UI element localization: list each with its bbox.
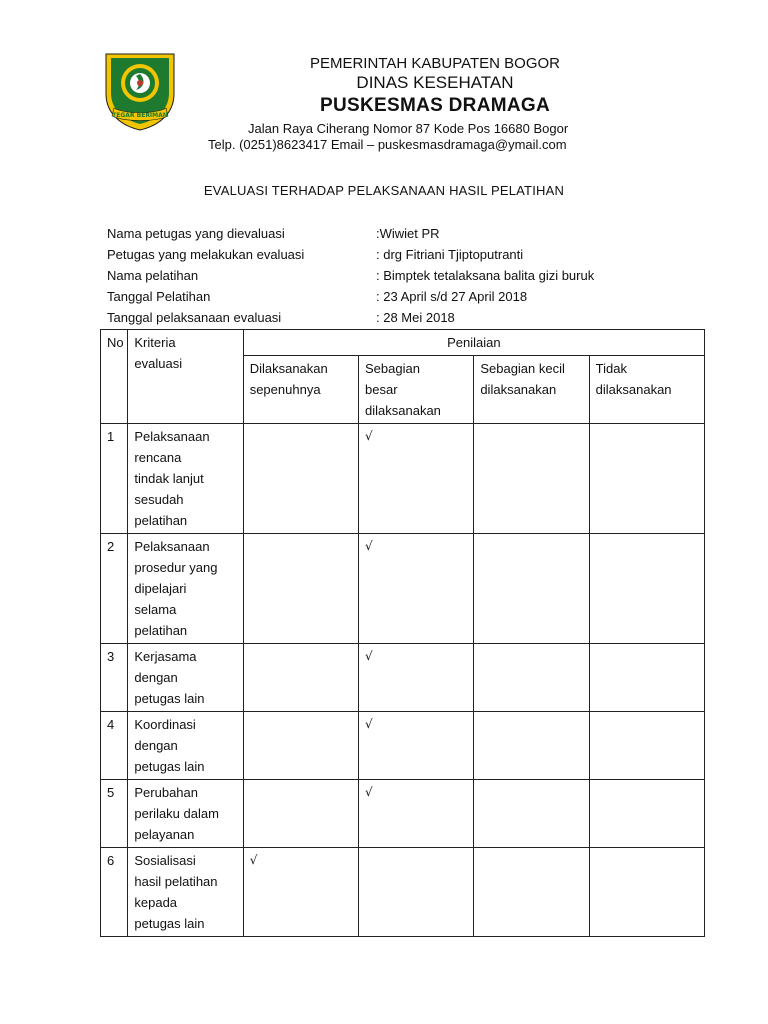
check-mark: √ xyxy=(359,644,474,712)
header-criteria: Kriteria evaluasi xyxy=(128,330,243,424)
row-no: 1 xyxy=(101,424,128,534)
header-partly-done: Sebagian kecil dilaksanakan xyxy=(474,356,589,424)
check-mark xyxy=(589,424,704,534)
check-mark: √ xyxy=(243,848,358,937)
table-row xyxy=(101,644,705,712)
header-mostly-done: Sebagian besar dilaksanakan xyxy=(359,356,474,424)
row-no: 4 xyxy=(101,712,128,780)
check-mark: √ xyxy=(359,534,474,644)
letterhead xyxy=(200,54,670,119)
check-mark: √ xyxy=(359,712,474,780)
row-criteria: Koordinasi dengan petugas lain xyxy=(128,712,243,780)
document-title: EVALUASI TERHADAP PELAKSANAAN HASIL PELATIHAN xyxy=(203,183,565,198)
check-mark xyxy=(243,780,358,848)
row-no: 2 xyxy=(101,534,128,644)
letterhead-contact: Telp. (0251)8623417 Email – puskesmasdramaga@ymail.com xyxy=(208,137,567,152)
table-row xyxy=(101,848,705,937)
info-label: Nama pelatihan xyxy=(107,268,199,283)
info-label: Petugas yang melakukan evaluasi xyxy=(107,247,305,262)
table-row xyxy=(101,424,705,534)
row-criteria: Sosialisasi hasil pelatihan kepada petugas lain xyxy=(128,848,243,937)
table-row xyxy=(101,534,705,644)
row-no: 3 xyxy=(101,644,128,712)
info-value: : 23 April s/d 27 April 2018 xyxy=(376,289,528,304)
info-label: Nama petugas yang dievaluasi xyxy=(107,226,285,241)
header-no: No xyxy=(101,330,128,424)
row-criteria: Perubahan perilaku dalam pelayanan xyxy=(128,780,243,848)
info-value: : 28 Mei 2018 xyxy=(376,310,455,325)
letterhead-institution: PUSKESMAS DRAMAGA xyxy=(320,95,550,116)
check-mark xyxy=(589,712,704,780)
check-mark xyxy=(474,644,589,712)
check-mark xyxy=(243,644,358,712)
table-row xyxy=(101,780,705,848)
logo-motto: TEGAR BERIMAN xyxy=(112,112,168,119)
header-fully-done: Dilaksanakan sepenuhnya xyxy=(243,356,358,424)
check-mark xyxy=(243,424,358,534)
check-mark xyxy=(243,534,358,644)
info-value: : Bimptek tetalaksana balita gizi buruk xyxy=(376,268,595,283)
header-assessment: Penilaian xyxy=(243,330,704,356)
info-label: Tanggal pelaksanaan evaluasi xyxy=(107,310,282,325)
header-not-done: Tidak dilaksanakan xyxy=(589,356,704,424)
check-mark xyxy=(589,780,704,848)
check-mark xyxy=(474,848,589,937)
check-mark xyxy=(589,534,704,644)
letterhead-department: DINAS KESEHATAN xyxy=(356,73,514,92)
check-mark xyxy=(474,780,589,848)
letterhead-address: Jalan Raya Ciherang Nomor 87 Kode Pos 16680 Bogor xyxy=(248,121,569,136)
check-mark xyxy=(359,848,474,937)
check-mark: √ xyxy=(359,424,474,534)
check-mark xyxy=(243,712,358,780)
evaluation-table xyxy=(100,329,705,937)
info-value: :Wiwiet PR xyxy=(376,226,440,241)
check-mark xyxy=(474,424,589,534)
check-mark xyxy=(589,848,704,937)
row-criteria: Pelaksanaan prosedur yang dipelajari selama pelatihan xyxy=(128,534,243,644)
table-row xyxy=(101,712,705,780)
letterhead-government: PEMERINTAH KABUPATEN BOGOR xyxy=(309,55,561,72)
check-mark xyxy=(474,534,589,644)
check-mark xyxy=(474,712,589,780)
info-value: : drg Fitriani Tjiptoputranti xyxy=(376,247,524,262)
row-criteria: Kerjasama dengan petugas lain xyxy=(128,644,243,712)
check-mark: √ xyxy=(359,780,474,848)
info-label: Tanggal Pelatihan xyxy=(107,289,211,304)
check-mark xyxy=(589,644,704,712)
bogor-regency-emblem-icon xyxy=(100,50,180,132)
row-no: 5 xyxy=(101,780,128,848)
row-no: 6 xyxy=(101,848,128,937)
row-criteria: Pelaksanaan rencana tindak lanjut sesudah pelatihan xyxy=(128,424,243,534)
table-header-row xyxy=(101,330,705,356)
